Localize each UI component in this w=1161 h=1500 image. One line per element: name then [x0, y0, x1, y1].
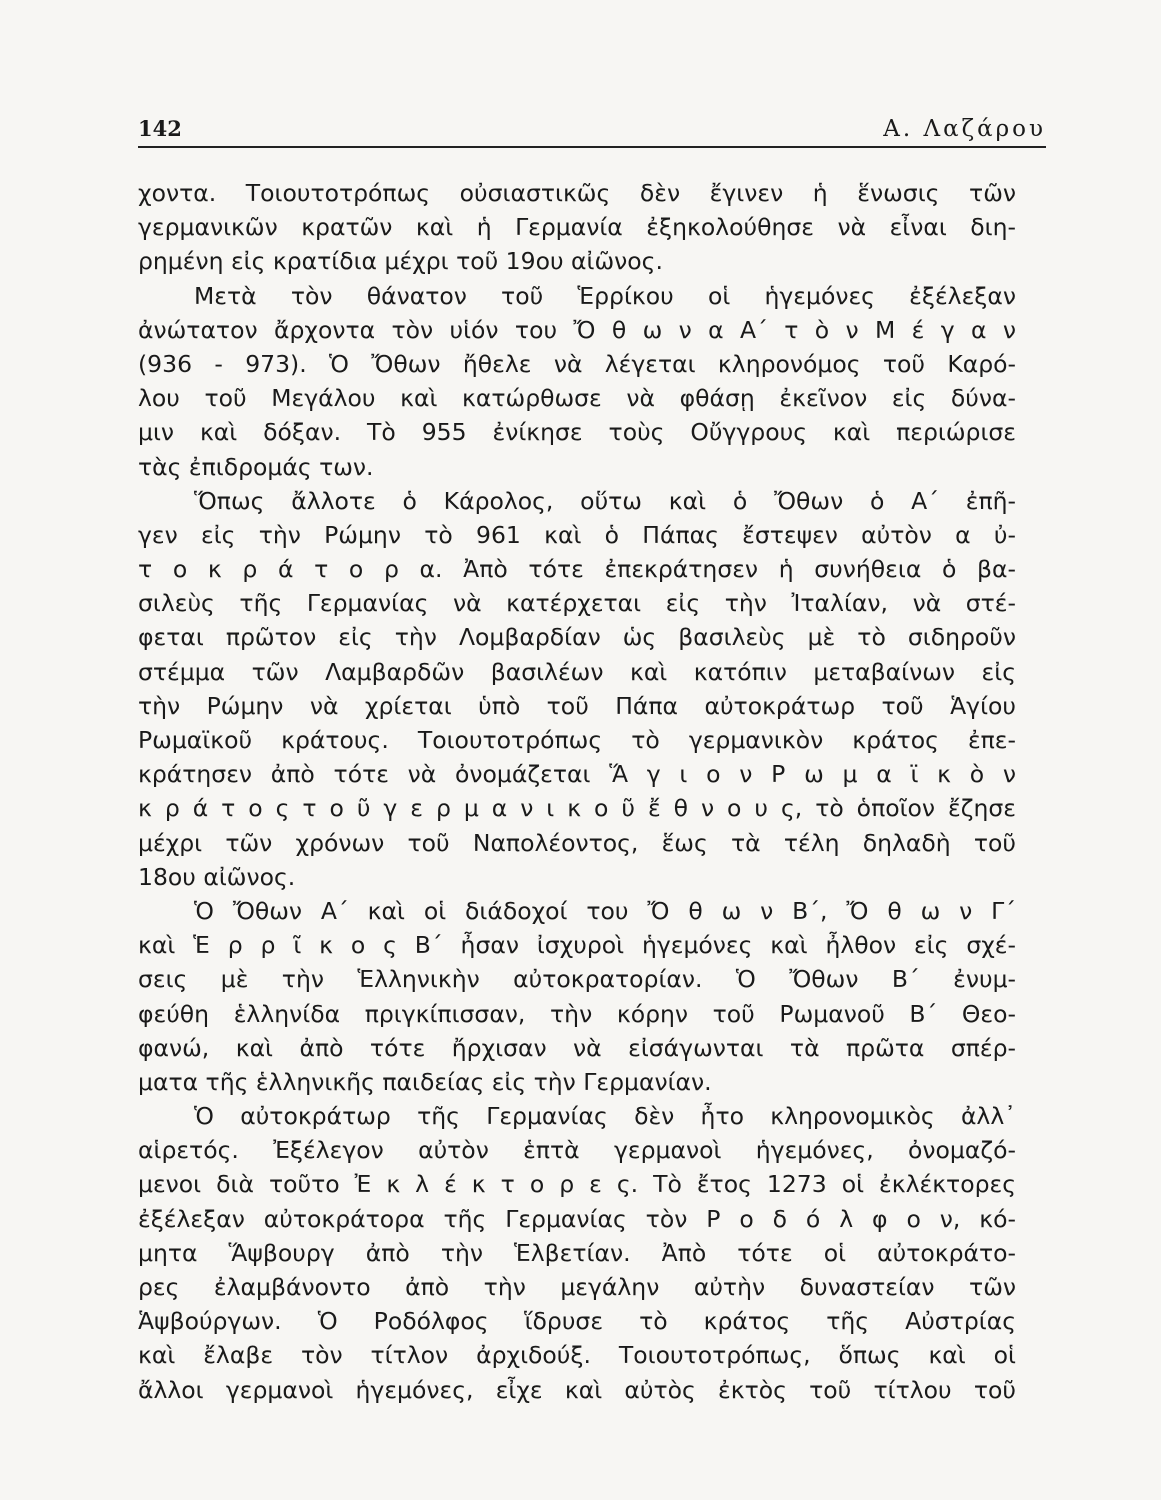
text-line: Ὁ αὐτοκράτωρ τῆς Γερμανίας δὲν ἦτο κληρονομικὸς ἀλλ᾽	[194, 1102, 1016, 1131]
text-line: φεται πρῶτον εἰς τὴν Λομβαρδίαν ὡς βασιλεὺς μὲ τὸ σιδηροῦν	[138, 623, 1016, 652]
text-line: ἀνώτατον ἄρχοντα τὸν υἱόν του Ὄ θ ω ν α Α΄ τ ὸ ν Μ έ γ α ν	[138, 315, 1016, 344]
text-line: ἐξέλεξαν αὐτοκράτορα τῆς Γερμανίας τὸν Ρ ο δ ό λ φ ο ν, κό-	[138, 1204, 1016, 1233]
page-number: 142	[138, 116, 182, 141]
text-line: Ἁψβούργων. Ὁ Ροδόλφος ἵδρυσε τὸ κράτος τῆς Αὐστρίας	[138, 1307, 1016, 1336]
text-line: τὴν Ρώμην νὰ χρίεται ὑπὸ τοῦ Πάπα αὐτοκράτωρ τοῦ Ἁγίου	[138, 691, 1016, 720]
text-line: λου τοῦ Μεγάλου καὶ κατώρθωσε νὰ φθάσῃ ἐκεῖνον εἰς δύνα-	[138, 384, 1016, 413]
text-line: καὶ ἔλαβε τὸν τίτλον ἀρχιδούξ. Τοιουτοτρόπως, ὅπως καὶ οἱ	[138, 1341, 1016, 1370]
text-line: φανώ, καὶ ἀπὸ τότε ἤρχισαν νὰ εἰσάγωνται τὰ πρῶτα σπέρ-	[138, 1033, 1016, 1062]
text-line: Ὅπως ἄλλοτε ὁ Κάρολος, οὕτω καὶ ὁ Ὄθων ὁ Α΄ ἐπῆ-	[194, 486, 1016, 515]
text-line: φεύθη ἑλληνίδα πριγκίπισσαν, τὴν κόρην τοῦ Ρωμανοῦ Β΄ Θεο-	[138, 999, 1016, 1028]
text-line: ρημένη εἰς κρατίδια μέχρι τοῦ 19ου αἰῶνος.	[138, 247, 663, 276]
text-line: γερμανικῶν κρατῶν καὶ ἡ Γερμανία ἐξηκολούθησε νὰ εἶναι διη-	[138, 213, 1016, 242]
text-line: χοντα. Τοιουτοτρόπως οὐσιαστικῶς δὲν ἔγινεν ἡ ἕνωσις τῶν	[138, 179, 1016, 207]
text-line: αἱρετός. Ἐξέλεγον αὐτὸν ἑπτὰ γερμανοὶ ἡγεμόνες, ὀνομαζό-	[138, 1136, 1016, 1165]
text-line: ἄλλοι γερμανοὶ ἡγεμόνες, εἶχε καὶ αὐτὸς ἐκτὸς τοῦ τίτλου τοῦ	[138, 1375, 1016, 1404]
text-line: Ὁ Ὄθων Α΄ καὶ οἱ διάδοχοί του Ὄ θ ω ν Β΄, Ὄ θ ω ν Γ΄	[194, 896, 1016, 925]
text-line: κράτησεν ἀπὸ τότε νὰ ὀνομάζεται Ἅ γ ι ο ν Ρ ω μ α ϊ κ ὸ ν	[138, 760, 1016, 789]
text-line: 18ου αἰῶνος.	[138, 862, 296, 891]
text-line: (936 - 973). Ὁ Ὄθων ἤθελε νὰ λέγεται κληρονόμος τοῦ Καρό-	[138, 349, 1016, 378]
text-line: ρες ἐλαμβάνοντο ἀπὸ τὴν μεγάλην αὐτὴν δυναστείαν τῶν	[138, 1273, 1016, 1301]
running-head-author: Α. Λαζάρου	[883, 116, 1046, 142]
text-line: γεν εἰς τὴν Ρώμην τὸ 961 καὶ ὁ Πάπας ἔστεψεν αὐτὸν α ὐ-	[138, 520, 1016, 549]
text-line: μενοι διὰ τοῦτο Ἐ κ λ έ κ τ ο ρ ε ς. Τὸ ἔτος 1273 οἱ ἐκλέκτορες	[138, 1170, 1016, 1199]
text-line: τὰς ἐπιδρομάς των.	[138, 452, 374, 481]
text-line: μιν καὶ δόξαν. Τὸ 955 ἐνίκησε τοὺς Οὔγγρους καὶ περιώρισε	[138, 418, 1016, 447]
text-line: σιλεὺς τῆς Γερμανίας νὰ κατέρχεται εἰς τὴν Ἰταλίαν, νὰ στέ-	[138, 589, 1016, 618]
text-line: μητα Ἅψβουργ ἀπὸ τὴν Ἑλβετίαν. Ἀπὸ τότε οἱ αὐτοκράτο-	[138, 1238, 1016, 1267]
text-line: μέχρι τῶν χρόνων τοῦ Ναπολέοντος, ἕως τὰ τέλη δηλαδὴ τοῦ	[138, 828, 1016, 857]
page-header	[138, 116, 1046, 148]
text-line: σεις μὲ τὴν Ἑλληνικὴν αὐτοκρατορίαν. Ὁ Ὄθων Β΄ ἐνυμ-	[138, 965, 1016, 994]
text-line: καὶ Ἑ ρ ρ ῖ κ ο ς Β΄ ἦσαν ἰσχυροὶ ἡγεμόνες καὶ ἦλθον εἰς σχέ-	[138, 931, 1016, 960]
text-line: στέμμα τῶν Λαμβαρδῶν βασιλέων καὶ κατόπιν μεταβαίνων εἰς	[138, 657, 1016, 686]
text-line: τ ο κ ρ ά τ ο ρ α. Ἀπὸ τότε ἐπεκράτησεν ἡ συνήθεια ὁ βα-	[138, 555, 1016, 584]
text-line: Μετὰ τὸν θάνατον τοῦ Ἑρρίκου οἱ ἡγεμόνες ἐξέλεξαν	[194, 281, 1016, 310]
body-text	[138, 176, 1016, 1407]
text-line: Ρωμαϊκοῦ κράτους. Τοιουτοτρόπως τὸ γερμανικὸν κράτος ἐπε-	[138, 726, 1016, 754]
text-line: κ ρ ά τ ο ς τ ο ῦ γ ε ρ μ α ν ι κ ο ῦ ἔ θ ν ο υ ς, τὸ ὁποῖον ἔζησε	[138, 794, 1016, 823]
text-line: ματα τῆς ἑλληνικῆς παιδείας εἰς τὴν Γερμανίαν.	[138, 1067, 712, 1096]
